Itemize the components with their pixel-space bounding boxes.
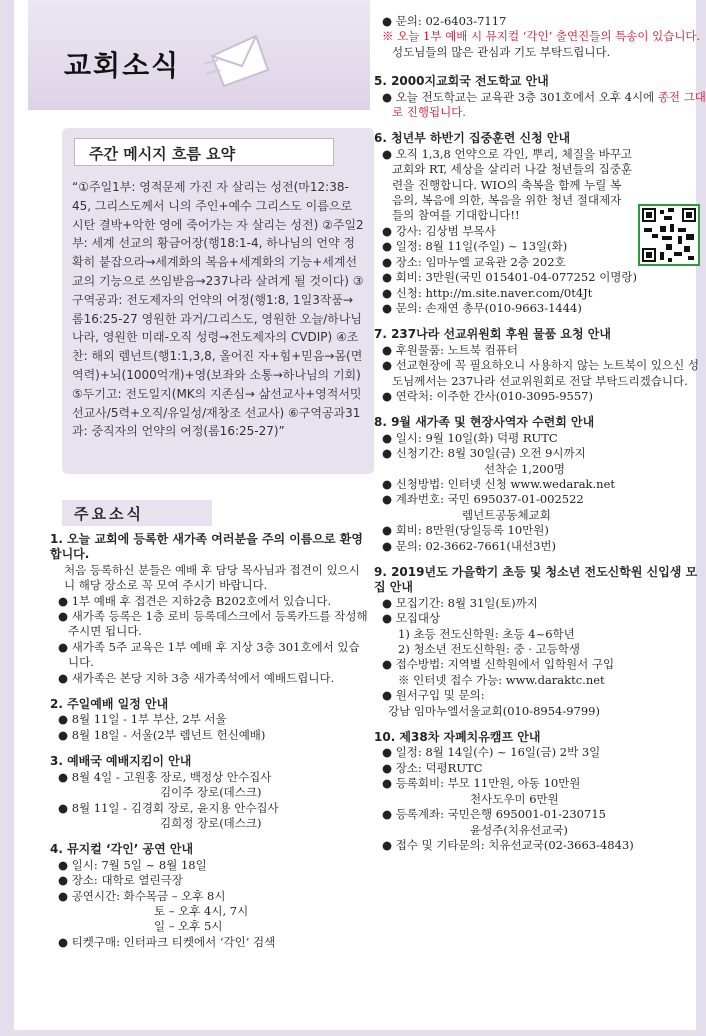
news-item-4 [50, 842, 370, 950]
list-item: ● 8월 11일 - 1부 부산, 2부 서울 [58, 712, 227, 727]
list-item: ● 연락처: 이주한 간사(010-3095-9557) [382, 388, 593, 403]
list-item-cont: 강남 임마누엘서울교회(010-8954-9799) [388, 703, 600, 718]
news-item-title: 5. 2000지교회국 전도학교 안내 [374, 74, 549, 89]
envelope-icon [204, 30, 276, 90]
summary-heading-box [74, 138, 334, 166]
list-item-cont: 2) 청소년 전도신학원: 중 · 고등학생 [398, 642, 581, 657]
list-item: ● 강사: 김상범 부목사 [382, 223, 496, 238]
list-item-cont: 김이주 장로(데스크) [160, 785, 262, 800]
summary-heading: 주간 메시지 흐름 요약 [89, 145, 236, 163]
header-banner [28, 0, 370, 110]
list-item: ● 일정: 8월 11일(주일) ~ 13일(화) [382, 239, 568, 254]
news-item-title: 6. 청년부 하반기 집중훈련 신청 안내 [374, 131, 571, 146]
list-item: ● 일시: 7월 5일 ~ 8월 18일 [58, 857, 207, 872]
summary-box [62, 128, 374, 474]
list-item: ● 등록회비: 부모 11만원, 아동 10만원 [382, 776, 581, 791]
bulletin-page [14, 0, 706, 1030]
news-item-title: 8. 9월 새가족 및 현장사역자 수련회 안내 [374, 415, 595, 430]
news-item-title: 3. 예배국 예배지킴이 안내 [50, 754, 192, 769]
list-item: ● 선교현장에 꼭 필요하오니 사용하지 않는 노트북이 있으신 성도님께서는 237나라 선교위원회로 전달 부탁드리겠습니다. [382, 358, 700, 388]
news-item-text: 처음 등록하신 분들은 예배 후 담당 목사님과 접견이 있으시니 해당 장소로 꼭 모여 주시기 바랍니다. [64, 562, 360, 593]
news-item-3 [50, 754, 370, 831]
news-heading-box [62, 500, 212, 526]
news-item-7 [374, 327, 706, 404]
qr-code-icon[interactable] [638, 204, 700, 266]
note-text: 성도님들의 많은 관심과 기도 부탁드립니다. [392, 44, 611, 59]
list-item: ● 회비: 8만원(당일등록 10만원) [382, 523, 549, 538]
list-item: ● 접수방법: 지역별 신학원에서 입학원서 구입 [382, 657, 615, 672]
list-item: ● 일시: 9월 10일(화) 덕평 RUTC [382, 430, 558, 445]
list-item-cont: 일 – 오후 5시 [154, 919, 223, 934]
news-item-10 [374, 730, 706, 853]
list-item-cont: 1) 초등 전도신학원: 초등 4~6학년 [398, 626, 575, 641]
list-item: ● 문의: 손재연 총무(010-9663-1444) [382, 300, 582, 315]
list-item-cont: ※ 인터넷 접수 가능: www.daraktc.net [398, 672, 605, 687]
list-item: ● 티켓구매: 인터파크 티켓에서 ‘각인’ 검색 [58, 934, 276, 949]
news-item-2 [50, 697, 370, 743]
news-item-1 [50, 532, 370, 686]
news-item-9 [374, 565, 706, 719]
news-item-title: 4. 뮤지컬 ‘각인’ 공연 안내 [50, 842, 194, 857]
news-list-right [374, 0, 706, 864]
news-item-title: 2. 주일예배 일정 안내 [50, 697, 169, 712]
list-item: ● 모집대상 [382, 611, 441, 626]
list-item-text: ● 오늘 전도학교는 교육관 3층 301호에서 오후 4시에 [382, 89, 658, 104]
list-item: ● 원서구입 및 문의: [382, 688, 485, 703]
list-item: ● 등록계좌: 국민은행 695001-01-230715 [382, 807, 606, 822]
highlight-text: ※ 오늘 1부 예배 시 뮤지컬 ‘각인’ 출연진들의 특송이 있습니다. [382, 29, 701, 44]
list-item [374, 90, 706, 121]
list-item: ● 새가족 5주 교육은 1부 예배 후 지상 3층 301호에서 있습니다. [58, 639, 360, 670]
news-item-title: 7. 237나라 선교위원회 후원 물품 요청 안내 [374, 327, 611, 342]
list-item [374, 29, 706, 60]
list-item: ● 장소: 임마누엘 교육관 2층 202호 [382, 254, 566, 269]
summary-text: “①주일1부: 영적문제 가진 자 살리는 성전(마12:38-45, 그리스도께서 니의 주인+예수 그리스도 이름으로 시탄 결박+악한 영에 죽어가는 자 살리는 성전) ②주일2부: 세계 선교의 황금어장(행18:1-4, 하나님의 언약 정확히 붙잡으라→세계화의 복음+세계화의 기능+세계선교의 기능으로 쓰임받음→237나라 살려게 될 것이다) ③구역공과: 전도제자의 언약의 여정(행1:8, 1일3작품→롬16:25-27 영원한 과거/그리스도, 영원한 오늘/하나님 나라, 영원한 미래-오직 성령→전도제자의 CVDIP) ④조찬: 해외 렘넌트(행1:1,3,8, 올어진 자+힘+믿음→몸(면역력)+뇌(1000억개)+영(보좌와 소통→하나님의 기회) ⑤두기고: 전도일지(MK의 지존심→ 삶선교사+영적서밋 선교사/5력+오직/유일성/재창조 선교사) ⑥구역공과31과: 중직자의 언약의 여정(롬16:25-27)” [72, 180, 364, 439]
news-item-title: 1. 오늘 교회에 등록한 새가족 여러분을 주의 이름으로 환영합니다. [50, 532, 363, 562]
list-item-cont: 천사도우미 6만원 [470, 791, 559, 806]
list-item: ● 신청기간: 8월 30일(금) 오전 9시까지 [382, 446, 586, 461]
list-item: ● 신청: http://m.site.naver.com/0t4Jt [382, 285, 593, 300]
news-list-left [50, 532, 370, 961]
news-item-4-cont [374, 14, 706, 60]
list-item: ● 장소: 대학로 열린극장 [58, 873, 183, 888]
list-item-cont: 토 – 오후 4시, 7시 [154, 903, 249, 918]
highlight-text: 종전 그대로 진행됩니다. [392, 89, 706, 120]
list-item-cont: 선착순 1,200명 [484, 461, 566, 476]
list-item: ● 8월 18일 - 서울(2부 렘넌트 헌신예배) [58, 727, 266, 742]
list-item: ● 1부 예배 후 접견은 지하2층 B202호에서 있습니다. [58, 593, 332, 608]
list-item-cont: 김희정 장로(데스크) [160, 815, 262, 830]
news-item-8 [374, 415, 706, 554]
news-item-5 [374, 74, 706, 120]
list-item: ● 신청방법: 인터넷 신청 www.wedarak.net [382, 476, 616, 491]
news-item-title: 9. 2019년도 가을학기 초등 및 청소년 전도신학원 신입생 모집 안내 [374, 565, 698, 595]
list-item-cont: 렘넌트공동체교회 [462, 507, 551, 522]
list-item: ● 장소: 덕평RUTC [382, 760, 483, 775]
list-item: ● 새가족 등록은 1층 로비 등록데스크에서 등록카드를 작성해 주시면 됩니다. [58, 609, 368, 639]
list-item: ● 접수 및 기타문의: 치유선교국(02-3663-4843) [382, 837, 634, 852]
list-item: ● 계좌번호: 국민 695037-01-002522 [382, 492, 584, 507]
list-item: ● 후원물품: 노트북 컴퓨터 [382, 342, 518, 357]
list-item: ● 문의: 02-6403-7117 [382, 14, 507, 28]
list-item: ● 새가족은 본당 지하 3층 새가족석에서 예배드립니다. [58, 670, 335, 685]
list-item: ● 8월 11일 - 김경회 장로, 윤지용 안수집사 [58, 800, 279, 815]
list-item: ● 문의: 02-3662-7661(내선3번) [382, 538, 556, 553]
list-item: ● 오직 1,3,8 언약으로 각인, 뿌리, 체질을 바꾸고 교회와 RT, 세상을 살리러 나갈 청년들의 집중훈련을 진행합니다. WIO의 축복을 함께 누릴 복음의, 복음에 의한, 복음을 위한 청년 절대제자들의 참여를 기대합니다!! [382, 146, 632, 223]
list-item: ● 8월 4일 - 고원홍 장로, 백정상 안수집사 [58, 769, 272, 784]
list-item-cont: 윤성주(치유선교국) [470, 822, 568, 837]
list-item: ● 일정: 8월 14일(수) ~ 16일(금) 2박 3일 [382, 745, 601, 760]
list-item: ● 회비: 3만원(국민 015401-04-077252 이명랑) [382, 270, 638, 285]
list-item: ● 공연시간: 화수목금 – 오후 8시 [58, 888, 226, 903]
news-item-title: 10. 제38차 자폐치유캠프 안내 [374, 730, 541, 745]
page-title: 교회소식 [64, 49, 181, 82]
list-item: ● 모집기간: 8월 31일(토)까지 [382, 595, 538, 610]
news-heading: 주요소식 [74, 505, 144, 523]
